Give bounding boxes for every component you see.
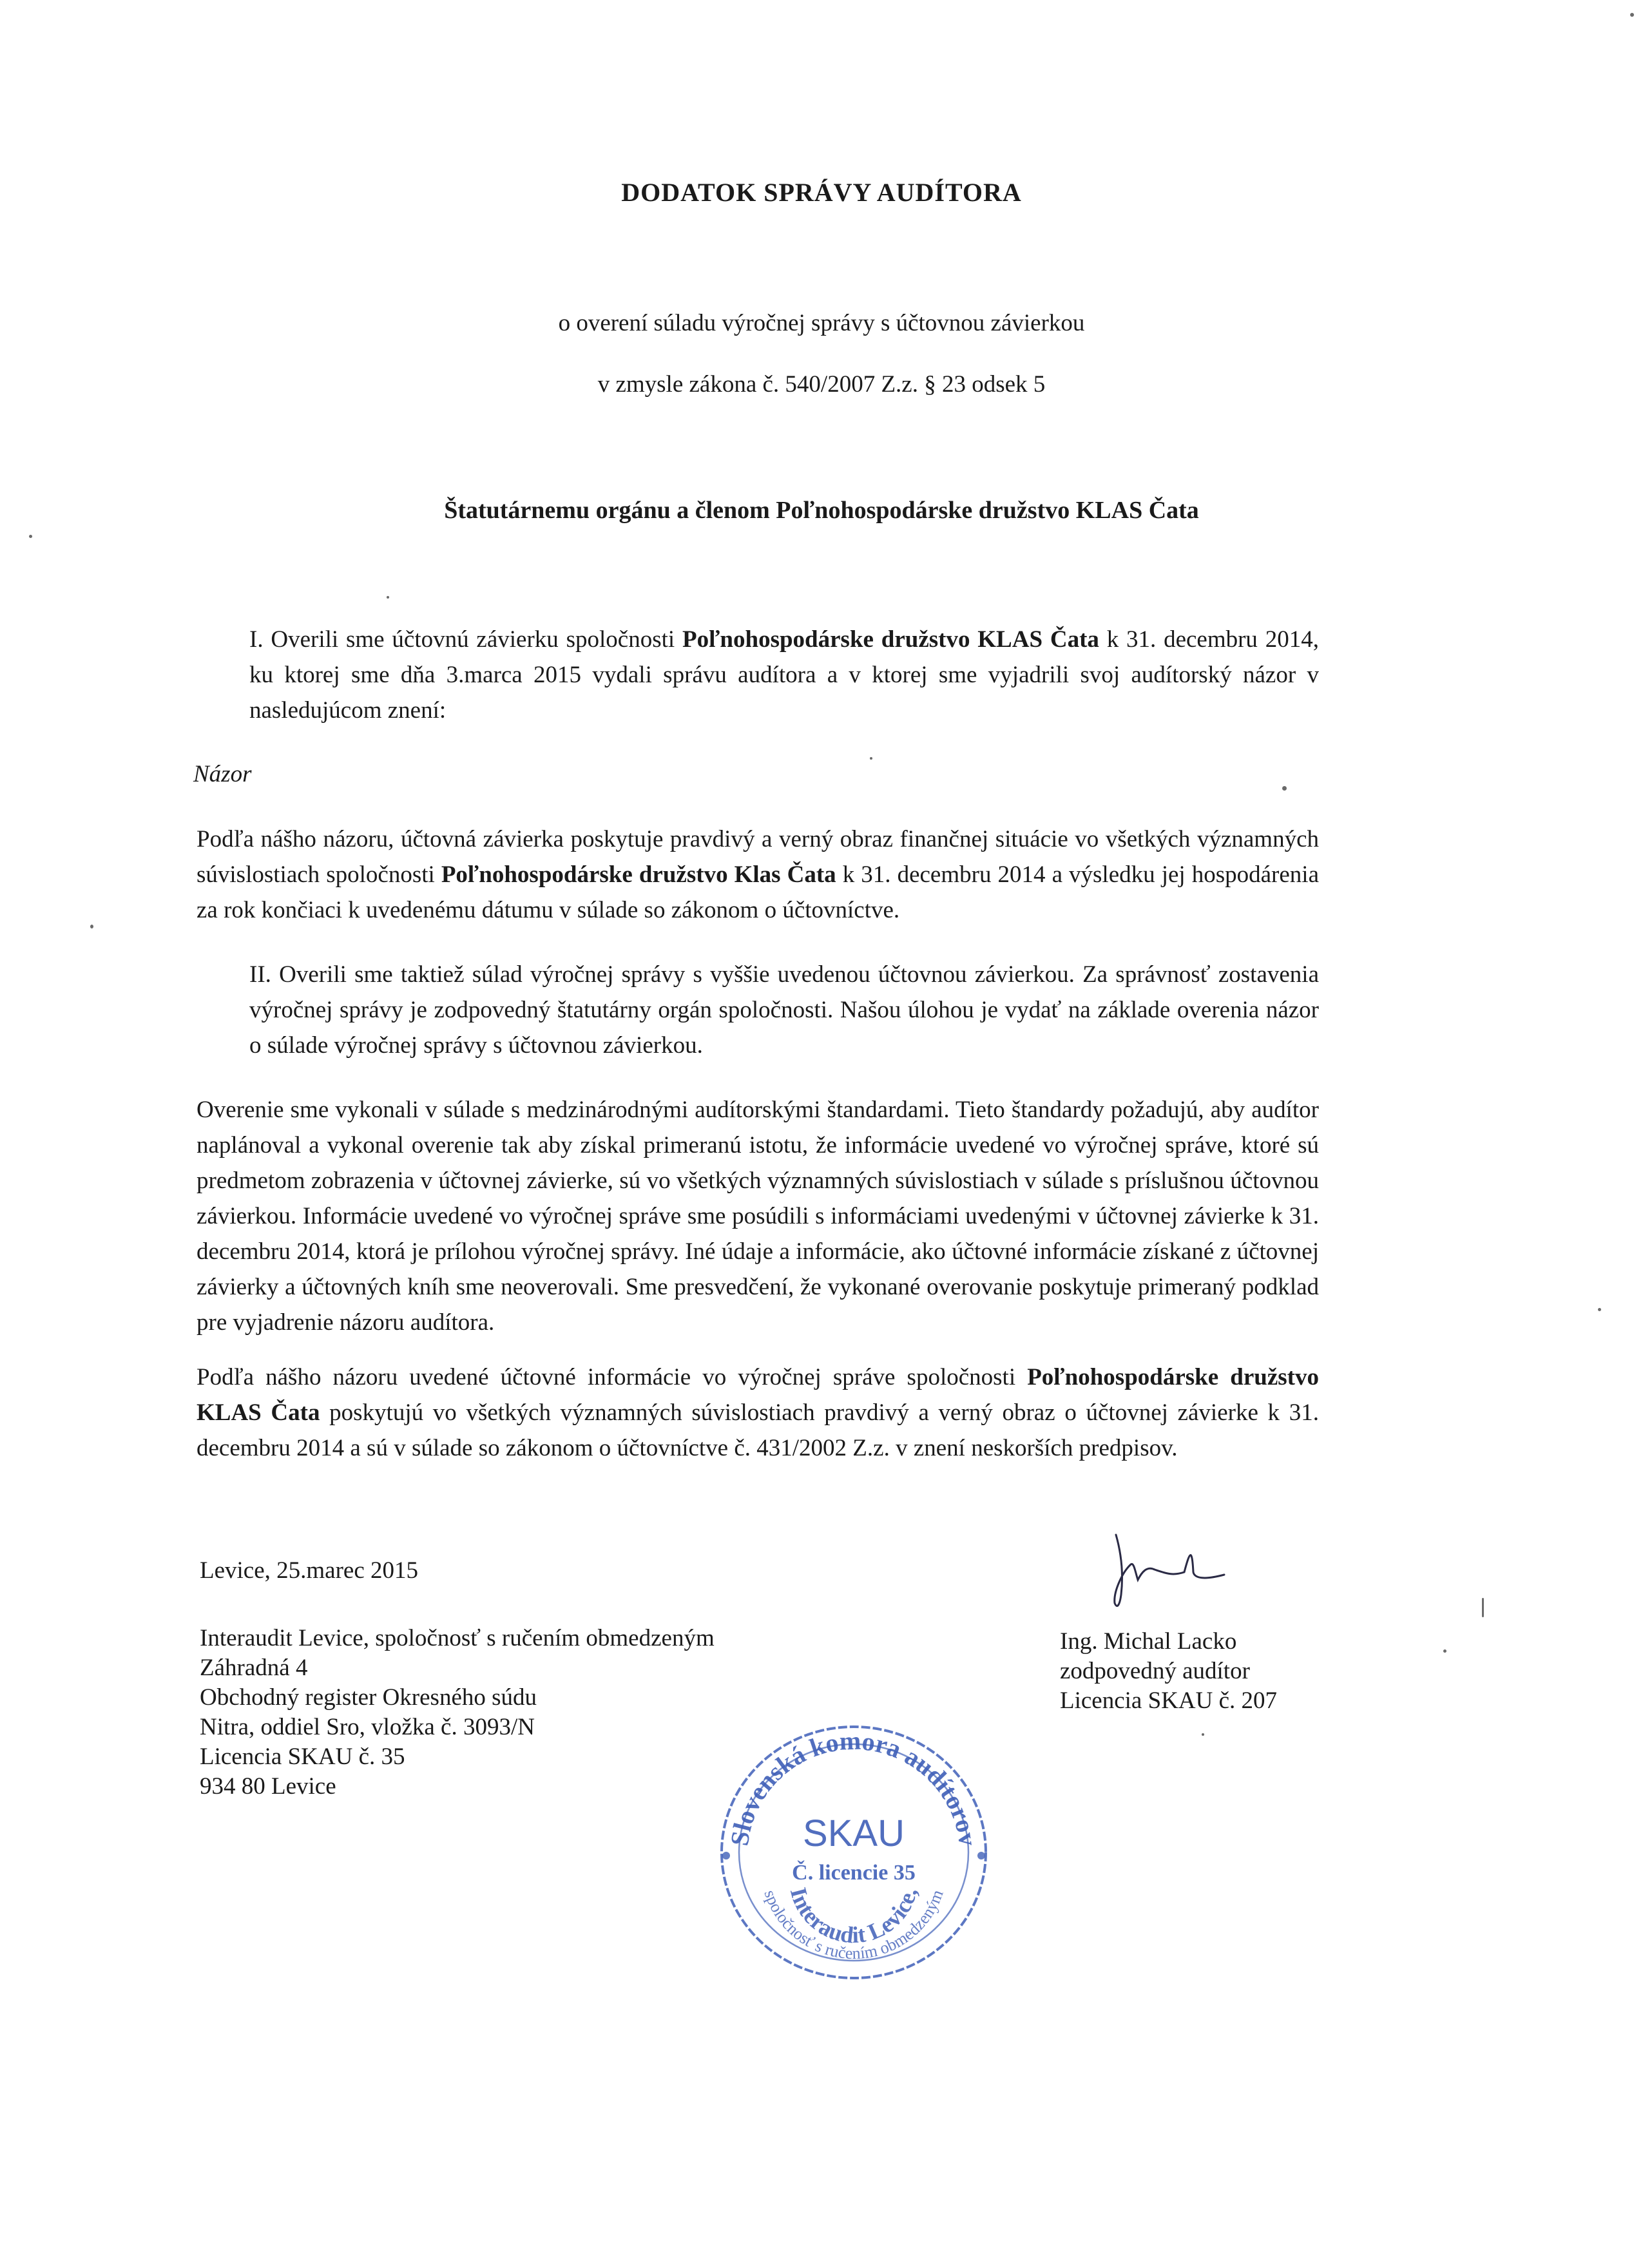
official-stamp: [712, 1717, 995, 1988]
auditor-license: Licencia SKAU č. 207: [1060, 1687, 1278, 1714]
scan-speck: [1282, 786, 1287, 791]
paragraph-5: [197, 1360, 1319, 1466]
opinion-label: Názor: [193, 761, 252, 787]
paragraph-2-text-a: Podľa nášho názoru, účtovná závierka poskytuje pravdivý a verný obraz finančnej situácie vo všetkých významných súvislostiach spoločnosti: [197, 826, 1319, 888]
firm-register-2: Nitra, oddiel Sro, vložka č. 3093/N: [200, 1714, 535, 1740]
paragraph-5-text-b: poskytujú vo všetkých významných súvislostiach pravdivý a verný obraz o účtovnej závierke k 31. decembru 2014 a sú v súlade so zákonom o účtovníctve č. 431/2002 Z.z. v znení neskorších predpisov.: [197, 1399, 1319, 1461]
scan-speck: [1443, 1649, 1446, 1653]
subtitle-law: v zmysle zákona č. 540/2007 Z.z. § 23 odsek 5: [597, 371, 1046, 398]
firm-name: Interaudit Levice, spoločnosť s ručením obmedzeným: [200, 1625, 715, 1651]
stamp-top-text: Slovenská komora audítorov: [724, 1725, 983, 1848]
auditor-block: [1060, 1627, 1277, 1716]
paragraph-3: II. Overili sme taktiež súlad výročnej správy s vyššie uvedenou účtovnou závierkou. Za správnosť zostavenia výročnej správy je zodpovedný štatutárny orgán spoločnosti. Našou úlohou je vydať na základe overenia názor o súlade výročnej správy s účtovnou závierkou.: [249, 961, 1319, 1059]
scan-speck: [90, 925, 93, 928]
scan-speck: [1482, 1598, 1484, 1617]
place-date: Levice, 25.marec 2015: [200, 1557, 419, 1584]
scan-speck: [870, 757, 872, 760]
firm-street: Záhradná 4: [200, 1655, 308, 1681]
scan-speck: [1202, 1733, 1204, 1736]
stamp-bottom-text: spoločnosť s ručením obmedzeným: [760, 1887, 947, 1963]
auditor-signature: [1095, 1533, 1263, 1617]
paragraph-1-text-b: k 31. decembru 2014, ku ktorej sme dňa 3.marca 2015 vydali správu audítora a v ktorej sme vyjadrili svoj audítorský názor v nasledujúcom znení:: [249, 626, 1319, 724]
paragraph-2-company: Poľnohospodárske družstvo Klas Čata: [441, 861, 836, 888]
paragraph-1-company: Poľnohospodárske družstvo KLAS Čata: [682, 626, 1099, 653]
scan-speck: [29, 535, 32, 538]
stamp-dot-left: [722, 1852, 730, 1860]
firm-city: 934 80 Levice: [200, 1773, 336, 1800]
stamp-center-text: Č. licencie 35: [792, 1861, 916, 1885]
scan-speck: [1630, 13, 1634, 17]
subtitle-purpose: o overení súladu výročnej správy s účtovnou závierkou: [558, 310, 1085, 336]
firm-address-block: [200, 1624, 715, 1802]
document-title: DODATOK SPRÁVY AUDÍTORA: [621, 178, 1022, 207]
paragraph-5-company: Poľnohospodárske družstvo KLAS Čata: [197, 1364, 1319, 1426]
firm-register-1: Obchodný register Okresného súdu: [200, 1684, 537, 1711]
stamp-dot-right: [977, 1852, 985, 1860]
auditor-name: Ing. Michal Lacko: [1060, 1628, 1237, 1655]
paragraph-5-text-a: Podľa nášho názoru uvedené účtovné informácie vo výročnej správe spoločnosti: [197, 1364, 1028, 1390]
addressee: Štatutárnemu orgánu a členom Poľnohospodárske družstvo KLAS Čata: [444, 497, 1199, 524]
scan-speck: [1598, 1308, 1601, 1311]
paragraph-4: Overenie sme vykonali v súlade s medzinárodnými audítorskými štandardami. Tieto štandardy požadujú, aby audítor naplánoval a vykonal overenie tak aby získal primeranú istotu, že informácie uvedené vo výročnej správe, ktoré sú predmetom zobrazenia v účtovnej závierke, sú vo všetkých významných súvislostiach v súlade s príslušnou účtovnou závierkou. Informácie uvedené vo výročnej správe sme posúdili s informáciami uvedenými v účtovnej závierke k 31. decembru 2014, ktorá je prílohou výročnej správy. Iné údaje a informácie, ako účtovné informácie získané z účtovnej závierky a účtovných kníh sme neoverovali. Sme presvedčení, že vykonané overovanie poskytuje primeraný podklad pre vyjadrenie názoru audítora.: [197, 1097, 1319, 1336]
stamp-logo-text: SKAU: [803, 1812, 905, 1854]
paragraph-1-text-a: I. Overili sme účtovnú závierku spoločnosti: [249, 626, 682, 653]
auditor-role: zodpovedný audítor: [1060, 1658, 1250, 1684]
firm-license: Licencia SKAU č. 35: [200, 1744, 405, 1770]
paragraph-1: [249, 622, 1319, 728]
scan-speck: [387, 596, 389, 599]
paragraph-2: [197, 822, 1319, 928]
stamp-inner-text: Interaudit Levice,: [785, 1885, 923, 1948]
paragraph-2-text-b: k 31. decembru 2014 a výsledku jej hospodárenia za rok končiaci k uvedenému dátumu v súlade so zákonom o účtovníctve.: [197, 861, 1319, 923]
